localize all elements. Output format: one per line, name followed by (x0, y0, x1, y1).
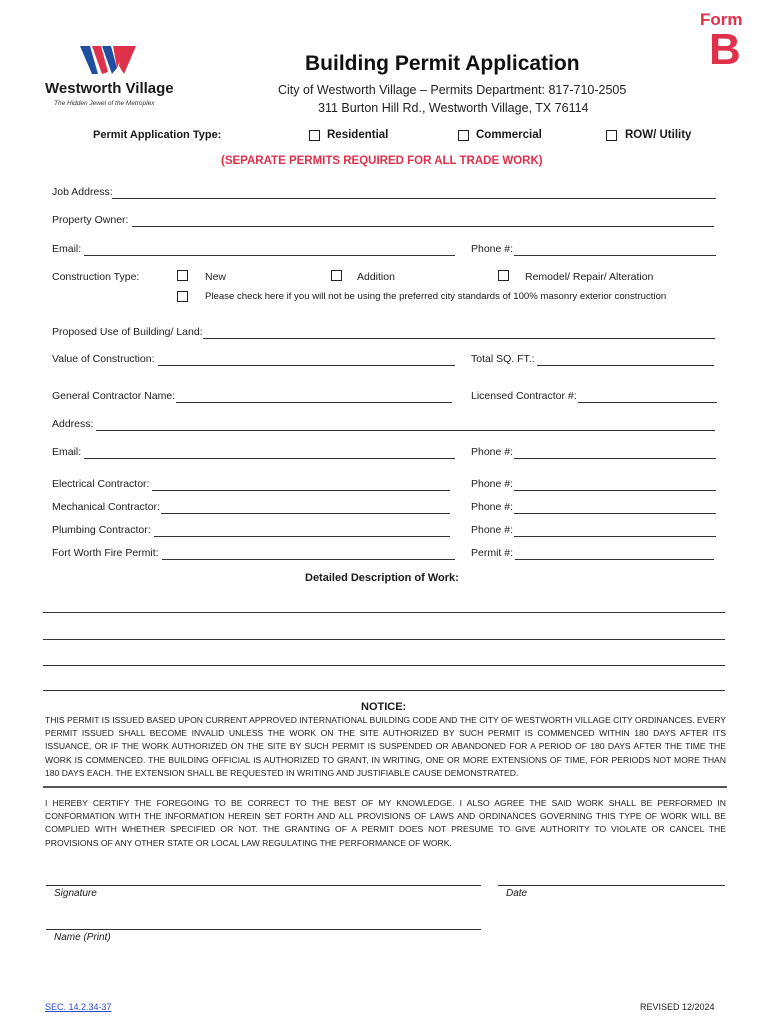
phone2-label: Phone #: (471, 446, 514, 458)
date-line[interactable] (498, 885, 725, 886)
gc-name-input[interactable] (176, 402, 452, 403)
proposed-use-input[interactable] (203, 338, 715, 339)
commercial-checkbox[interactable] (458, 130, 469, 141)
row-utility-checkbox[interactable] (606, 130, 617, 141)
residential-checkbox[interactable] (309, 130, 320, 141)
job-address-input[interactable] (112, 198, 716, 199)
form-label: Form (700, 10, 743, 29)
addition-checkbox[interactable] (331, 270, 342, 281)
trade-work-warning: (SEPARATE PERMITS REQUIRED FOR ALL TRADE WORK) (221, 155, 543, 167)
value-input[interactable] (158, 365, 455, 366)
description-line-4[interactable] (43, 690, 725, 691)
phone-plumbing-input[interactable] (514, 536, 716, 537)
signature-line[interactable] (46, 885, 481, 886)
electrical-input[interactable] (152, 490, 450, 491)
masonry-label: Please check here if you will not be using the preferred city standards of 100% masonry exterior construction (205, 291, 667, 302)
permit-number-label: Permit #: (471, 547, 514, 559)
licensed-input[interactable] (578, 402, 717, 403)
job-address-label: Job Address: (52, 186, 113, 198)
commercial-label: Commercial (476, 129, 542, 141)
electrical-label: Electrical Contractor: (52, 478, 150, 490)
description-line-1[interactable] (43, 612, 725, 613)
description-line-2[interactable] (43, 639, 725, 640)
plumbing-input[interactable] (154, 536, 450, 537)
fire-permit-input[interactable] (162, 559, 455, 560)
section-link[interactable]: SEC. 14.2.34-37 (45, 1002, 112, 1012)
email2-input[interactable] (84, 458, 455, 459)
row-utility-label: ROW/ Utility (625, 129, 692, 141)
gc-name-label: General Contractor Name: (52, 390, 176, 402)
phone-electrical-input[interactable] (514, 490, 716, 491)
new-label: New (205, 271, 227, 283)
description-line-3[interactable] (43, 665, 725, 666)
fire-permit-label: Fort Worth Fire Permit: (52, 547, 159, 559)
description-heading: Detailed Description of Work: (305, 572, 459, 584)
mechanical-input[interactable] (161, 513, 450, 514)
notice-heading: NOTICE: (361, 701, 407, 713)
revised-date: REVISED 12/2024 (640, 1002, 715, 1012)
name-print-label: Name (Print) (54, 932, 111, 943)
page-title: Building Permit Application (305, 52, 580, 75)
permit-number-input[interactable] (515, 559, 714, 560)
address-line: 311 Burton Hill Rd., Westworth Village, TX 76114 (318, 101, 589, 115)
logo-tagline: The Hidden Jewel of the Metroplex (54, 100, 155, 107)
construction-type-label: Construction Type: (52, 271, 140, 283)
notice-text: THIS PERMIT IS ISSUED BASED UPON CURRENT APPROVED INTERNATIONAL BUILDING CODE AND THE CITY OF WESTWORTH VILLAGE CITY ORDINANCES. EVERY PERMIT ISSUED SHALL BECOME INVALID UNLESS THE WORK ON THE SITE AUTHORIZED BY SUCH PERMIT IS COMMENCED WITHIN 180 DAYS AFTER ITS ISSUANCE, OR IF THE WORK AUTHORIZED ON THE SITE BY SUCH PERMIT IS SUSPENDED OR ABANDONED FOR A PERIOD OF 180 DAYS AFTER THE TIME THE WORK IS COMMENCED. THE BUILDING OFFICIAL IS AUTHORIZED TO GRANT, IN WRITING, ONE OR MORE EXTENSIONS OF TIME, FOR PERIODS NOT MORE THAN 180 DAYS EACH. THE EXTENSION SHALL BE REQUESTED IN WRITING AND JUSTIFIABLE CAUSE DEMONSTRATED. (45, 715, 726, 778)
address-label: Address: (52, 418, 94, 430)
phone-mechanical-input[interactable] (514, 513, 716, 514)
addition-label: Addition (357, 271, 395, 283)
remodel-label: Remodel/ Repair/ Alteration (525, 271, 654, 283)
property-owner-input[interactable] (132, 226, 714, 227)
mechanical-label: Mechanical Contractor: (52, 501, 160, 513)
email-input[interactable] (84, 255, 455, 256)
residential-label: Residential (327, 129, 389, 141)
phone-input[interactable] (514, 255, 716, 256)
phone-label: Phone #: (471, 243, 514, 255)
phone2-input[interactable] (514, 458, 716, 459)
permit-type-label: Permit Application Type: (93, 129, 222, 141)
signature-label: Signature (54, 888, 97, 899)
notice-divider (43, 786, 727, 788)
licensed-label: Licensed Contractor #: (471, 390, 577, 402)
new-checkbox[interactable] (177, 270, 188, 281)
date-label: Date (506, 888, 528, 899)
masonry-checkbox[interactable] (177, 291, 188, 302)
plumbing-label: Plumbing Contractor: (52, 524, 151, 536)
logo-name: Westworth Village (45, 80, 174, 97)
logo-mark-icon (40, 42, 200, 82)
total-sqft-input[interactable] (537, 365, 714, 366)
remodel-checkbox[interactable] (498, 270, 509, 281)
value-label: Value of Construction: (52, 353, 155, 365)
proposed-use-label: Proposed Use of Building/ Land: (52, 326, 203, 338)
total-sqft-label: Total SQ. FT.: (471, 353, 535, 365)
name-print-line[interactable] (46, 929, 481, 930)
phone-electrical-label: Phone #: (471, 478, 514, 490)
phone-plumbing-label: Phone #: (471, 524, 514, 536)
certify-text: I HEREBY CERTIFY THE FOREGOING TO BE CORRECT TO THE BEST OF MY KNOWLEDGE. I ALSO AGREE THE SAID WORK SHALL BE PERFORMED IN CONFORMATION WITH THE INFORMATION HEREIN SET FORTH AND ALL PROVISIONS OF LAWS AND ORDINANCES GOVERNING THIS TYPE OF WORK WILL BE COMPLIED WITH WHETHER SPECIFIED OR NOT. THE GRANTING OF A PERMIT DOES NOT PRESUME TO GIVE AUTHORITY TO VIOLATE OR CANCEL THE PROVISIONS OF ANY OTHER STATE OR LOCAL LAW REGULATING THE PERFORMANCE OF WORK. (45, 798, 726, 848)
address-input[interactable] (96, 430, 715, 431)
logo (40, 42, 200, 114)
form-letter: B (709, 25, 741, 74)
property-owner-label: Property Owner: (52, 214, 129, 226)
email-label: Email: (52, 243, 82, 255)
contact-line: City of Westworth Village – Permits Department: 817-710-2505 (278, 83, 627, 97)
email2-label: Email: (52, 446, 82, 458)
phone-mechanical-label: Phone #: (471, 501, 514, 513)
